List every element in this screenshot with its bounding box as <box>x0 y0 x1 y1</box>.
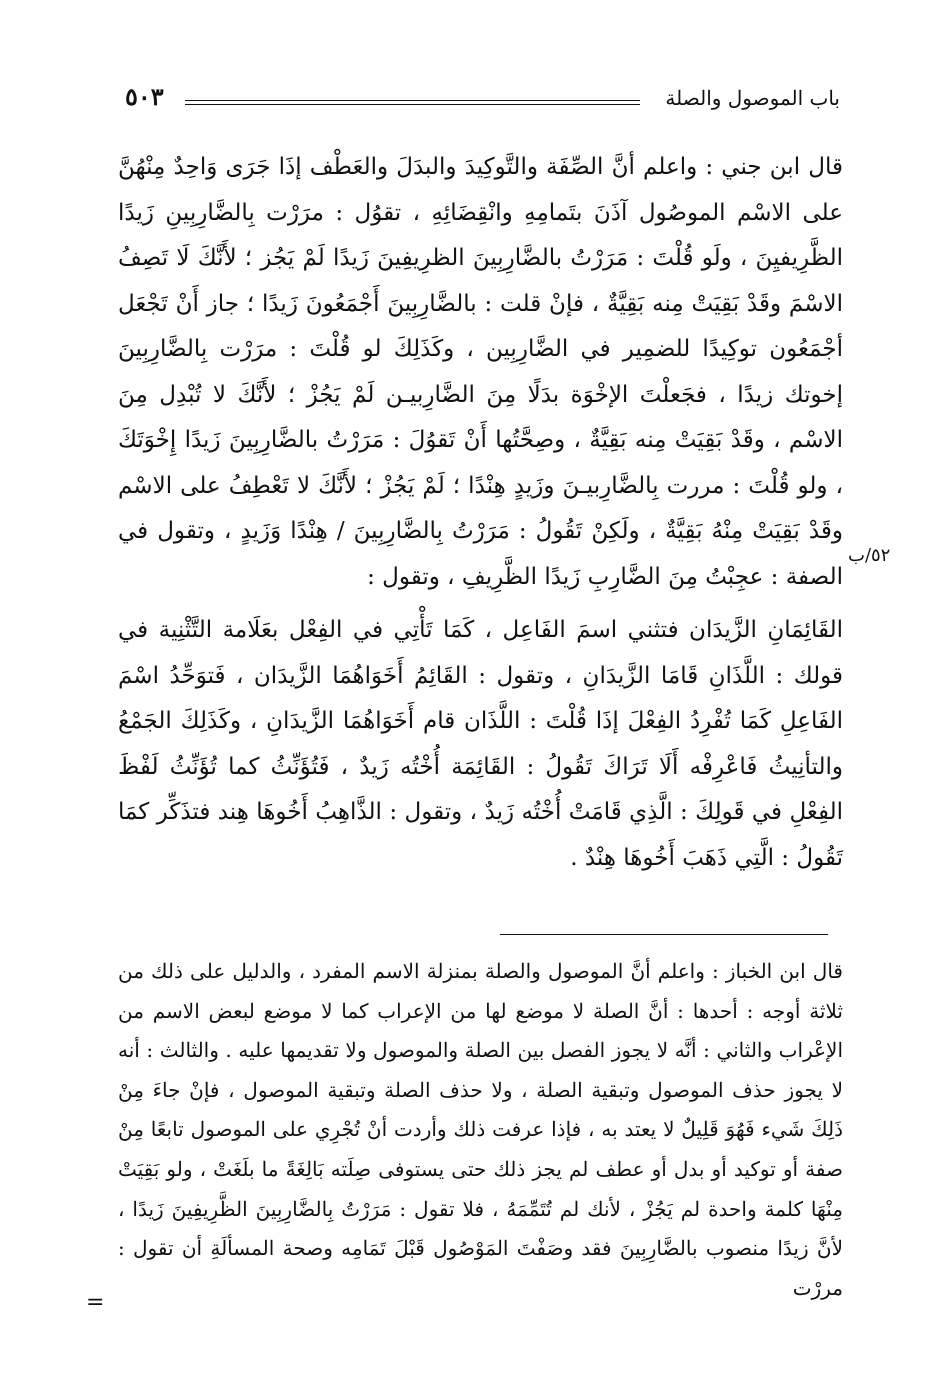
commentary-paragraph: قال ابن الخباز : واعلم أنَّ الموصول والصلة بمنزلة الاسم المفرد ، والدليل على ذلك من ثلاثة أوجه : أحدها : أنَّ الصلة لا موضع لها من الإعراب كما لا موضع لبعض الاسم من الإعْراب والثاني : أنَّه لا يجوز الفصل بين الصلة والموصول ولا تقديمها عليه . والثالث : أنه لا يجوز حذف الموصول وتبقية الصلة ، ولا حذف الصلة وتبقية الموصول ، فإنْ جاءَ مِنْ ذَلِكَ شَيء فَهُوَ قَلِيلٌ لا يعتد به ، فإذا عرفت ذلك وأردت أنْ تُجْرِي على الموصول تابعًا مِنْ صفة أو توكيد أو بدل أو عطف لم يجز ذلك حتى يستوفى صِلَته بَالِغَةً ما بلَغَتْ ، ولو بَقِيَتْ مِنْهَا كلمة واحدة لم يَجُزْ ، لأنك لم تُتَمِّمَهُ ، فلا تقول : مَرَرْتُ بِالضَّارِبِينَ الظَّرِيفِينَ زَيدًا ، لأنَّ زيدًا منصوب بالضَّارِبِينَ فقد وصَفْتَ المَوْصُول قَبْلَ تَمَامِه وصحة المسألَةِ أن تقول : مررْت <box>118 959 843 1300</box>
footnote-divider <box>500 934 828 935</box>
chapter-title: باب الموصول والصلة <box>665 86 840 110</box>
main-text <box>118 145 843 881</box>
page-number: ٥٠٣ <box>125 82 164 111</box>
main-paragraph: قال ابن جني : واعلم أنَّ الصِّفَة والتَّوكِيدَ والبدَلَ والعَطْف إذَا جَرَى وَاحِدٌ مِنْهُنَّ على الاسْم الموصُول آذَنَ بتَمامِهِ وانْقِضَائِهِ ، تقوُل : مرَرْت بِالضَّارِبِينِ زَيدًا الظَّرِيفيِنَ ، ولَو قُلْتَ : مَرَرْتُ بالضَّارِبِينَ الظرِيفِينَ زَيدًا لَمْ يَجُز ؛ لأَنَّكَ لَا تَصِفُ الاسْمَ وقَدْ بَقِيَتْ مِنه بَقِيَّةٌ ، فإنْ قلت : بالضَّارِبِينَ أَجْمَعُونَ زَيدًا ؛ جاز أَنْ تَجْعَل أجْمَعُون توكِيدًا للضمِير في الضَّارِبِين ، وكَذَلِكَ لو قُلْتَ : مرَرْت بِالضَّارِبِينَ إخوتك زيدًا ، فجَعلْتَ الإخْوَة بدَلًا مِنَ الضَّارِبيـن لَمْ يَجُزْ ؛ لأَنَّكَ لا تُبْدِل مِنَ الاسْم ، وقَدْ بَقِيَتْ مِنه بَقِيَّةٌ ، وصِحَّتُها أَنْ تَقوُلَ : مَرَرْتُ بالضَّارِبِينَ زَيدًا إِخْوَتَكَ ، ولو قُلْتَ : مررت بِالضَّارِبيـنَ وزَيدٍ هِنْدًا ؛ لَمْ يَجُزْ ؛ لأَنَّكَ لا تَعْطِفُ على الاسْم وقَدْ بَقِيَتْ مِنْهُ بَقِيَّةٌ ، ولَكِنْ تَقُولُ : مَرَرْتُ بِالضَّارِبِينَ / هِنْدًا وَزَيدٍ ، وتقول في الصفة : عجِبْتُ مِنَ الضَّارِبِ زَيدًا الظَّرِيفِ ، وتقول : <box>118 154 844 590</box>
folio-margin-note: ٥٢/ب <box>848 545 891 566</box>
continuation-mark: = <box>86 1290 105 1315</box>
running-header <box>125 80 840 120</box>
commentary-text <box>118 952 843 1308</box>
header-rule <box>185 100 640 105</box>
main-paragraph: القَائِمَانِ الزَّيدَان فتثني اسمَ الفَاعِل ، كَمَا تَأْتِي في الفِعْل بعَلَامة التَّثْنِية في قولك : اللَّذَانِ قَامَا الزَّيدَانِ ، وتقول : القَائِمُ أَخَوَاهُمَا الزَّيدَان ، فَتوَحِّدُ اسْمَ الفَاعِلِ كَمَا تُفْرِدُ الفِعْلَ إذَا قُلْتَ : اللَّذَان قام أَخَوَاهُمَا الزَّيدَانِ ، وكَذَلِكَ الجَمْعُ والتأنِيثُ فَاعْرِفْه أَلَا تَرَاكَ تَقُولُ : القَائِمَة أُخْتُه زَيدٌ ، فَتُؤَنِّثُ كما تُؤَنِّثُ لَفْظَ الفِعْلِ في قَولِكَ : الَّذِي قَامَتْ أُخْتُه زَيدٌ ، وتقول : الذَّاهِبُ أَخُوهَا هِند فتذَكِّر كمَا تَقُولُ : الَّتِي ذَهَبَ أَخُوهَا هِنْدٌ . <box>118 617 843 871</box>
